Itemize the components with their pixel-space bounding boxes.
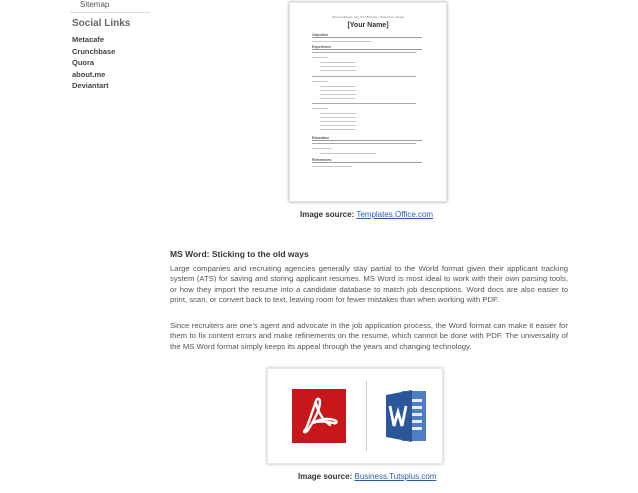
resume-text-line bbox=[312, 52, 416, 53]
resume-name: [Your Name] bbox=[347, 22, 389, 29]
resume-text-line bbox=[312, 148, 332, 149]
resume-text-line bbox=[320, 66, 356, 67]
resume-section-experience: Experience bbox=[312, 45, 422, 50]
social-link-quora[interactable]: Quora bbox=[72, 58, 95, 67]
resume-text-line bbox=[312, 143, 416, 144]
social-link-metacafe[interactable]: Metacafe bbox=[72, 35, 105, 44]
resume-text-line bbox=[320, 113, 356, 114]
social-link-crunchbase[interactable]: Crunchbase bbox=[72, 46, 116, 56]
social-links-heading: Social Links bbox=[72, 18, 131, 29]
adobe-pdf-icon bbox=[292, 389, 346, 443]
sidebar-divider bbox=[70, 12, 150, 13]
templates-office-link[interactable]: Templates.Office.com bbox=[356, 210, 434, 219]
image-source-label: Image source: bbox=[298, 472, 353, 481]
resume-text-line bbox=[320, 125, 356, 126]
resume-text-line bbox=[320, 90, 356, 91]
resume-contact-line: Street Address, City, ST ZIP Code | Telephone | Email bbox=[332, 15, 404, 19]
resume-section-objective: Objective bbox=[312, 33, 422, 38]
resume-text-line bbox=[312, 166, 352, 167]
social-links-list bbox=[72, 34, 115, 92]
ms-word-icon bbox=[386, 387, 428, 445]
resume-template-image bbox=[289, 2, 447, 202]
social-link-deviantart[interactable]: Deviantart bbox=[72, 81, 109, 90]
resume-text-line bbox=[320, 94, 356, 95]
resume-text-line bbox=[312, 41, 372, 42]
logo-divider bbox=[366, 381, 367, 451]
resume-text-line bbox=[312, 76, 416, 77]
image-caption-tutsplus bbox=[298, 472, 436, 481]
article-paragraph: Large companies and recruiting agencies generally stay partial to the World format given their applicant tracking system (ATS) for saving and storing applicant resumes. MS Word is most ideal to work with their own parsing tools, or how they import the resume into a candidate database to match job descriptions. Word docs are also easier to print, scan, or convert back to text, leaving room for fewer mistakes than when working with PDF. bbox=[170, 264, 568, 305]
resume-text-line bbox=[320, 86, 356, 87]
resume-text-line bbox=[320, 62, 356, 63]
resume-text-line bbox=[320, 117, 356, 118]
sitemap-link[interactable]: Sitemap bbox=[80, 0, 110, 9]
section-heading: MS Word: Sticking to the old ways bbox=[170, 249, 309, 259]
image-source-label: Image source: bbox=[300, 210, 355, 219]
sidebar bbox=[0, 0, 150, 100]
resume-section-education: Education bbox=[312, 136, 422, 141]
image-caption-templates bbox=[300, 210, 433, 219]
social-link-aboutme[interactable]: about.me bbox=[72, 69, 106, 79]
resume-text-line bbox=[320, 153, 376, 154]
resume-text-line bbox=[312, 103, 416, 104]
article-paragraph: Since recruiters are one's agent and advocate in the job application process, the Word format can make it easier for them to fix content errors and make refinements on the resume, which cannot be done with PDF. The universality of the MS Word format simply keeps its appeal through the years and changing technology. bbox=[170, 321, 568, 351]
resume-text-line bbox=[312, 81, 328, 82]
resume-text-line bbox=[320, 70, 356, 71]
resume-text-line bbox=[320, 129, 356, 130]
resume-text-line bbox=[312, 57, 328, 58]
resume-text-line bbox=[320, 121, 356, 122]
resume-text-line bbox=[320, 98, 356, 99]
business-tutsplus-link[interactable]: Business.Tutsplus.com bbox=[354, 472, 437, 481]
resume-text-line bbox=[312, 108, 328, 109]
resume-section-references: References bbox=[312, 158, 422, 163]
pdf-word-logos-image bbox=[267, 368, 443, 464]
